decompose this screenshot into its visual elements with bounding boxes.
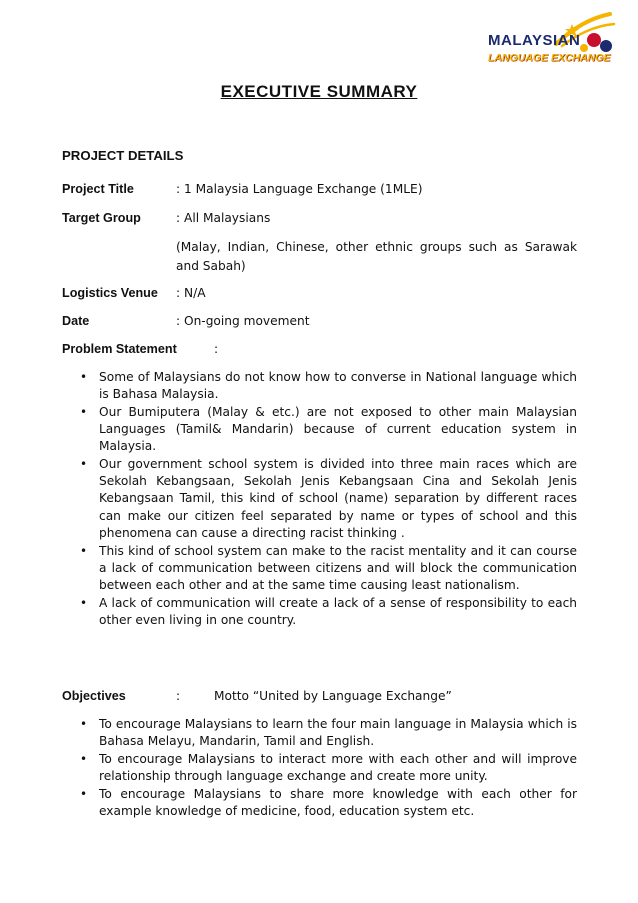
list-item: • Our Bumiputera (Malay & etc.) are not exposed to other main Malaysian Languages (Tamil& Mandarin) because of current education system in Malaysia. (80, 404, 577, 456)
section-heading-project-details: PROJECT DETAILS (62, 148, 184, 163)
field-label-date: Date (62, 314, 90, 328)
field-note-target-group: (Malay, Indian, Chinese, other ethnic groups such as Sarawak and Sabah) (176, 240, 577, 273)
field-value-target-group: : All Malaysians (176, 211, 271, 225)
list-item: • Some of Malaysians do not know how to converse in National language which is Bahasa Malaysia. (80, 369, 577, 403)
field-label-logistics-venue: Logistics Venue (62, 286, 158, 300)
list-item: • To encourage Malaysians to learn the four main language in Malaysia which is Bahasa Melayu, Mandarin, Tamil and English. (80, 716, 577, 750)
field-value-logistics-venue: : N/A (176, 286, 206, 300)
objectives-label: Objectives (62, 689, 126, 703)
problem-statement-label: Problem Statement (62, 342, 177, 356)
malaysian-language-exchange-logo (478, 8, 626, 78)
list-item: • To encourage Malaysians to share more knowledge with each other for example knowledge of medicine, food, education system etc. (80, 786, 577, 820)
logo-text-bottom: LANGUAGE EXCHANGE (488, 52, 611, 64)
problem-statement-colon: : (214, 342, 219, 356)
objectives-colon: : (176, 689, 181, 703)
list-item: • A lack of communication will create a lack of a sense of responsibility to each other even living in one country. (80, 595, 577, 629)
field-value-date: : On-going movement (176, 314, 310, 328)
list-item: • This kind of school system can make to the racist mentality and it can course a lack of communication between citizens and will block the communication between each other and at the same time causing least nationalism. (80, 543, 577, 595)
list-item: • To encourage Malaysians to interact more with each other and will improve relationship through language exchange and create more unity. (80, 751, 577, 785)
problem-statement-list (80, 369, 577, 630)
logo-text-top: MALAYSIAN (488, 32, 581, 49)
field-value-project-title: : 1 Malaysia Language Exchange (1MLE) (176, 182, 423, 196)
list-item: • Our government school system is divided into three main races which are Sekolah Kebangsaan, Sekolah Jenis Kebangsaan Cina and Sekolah Jenis Kebangsaan Tamil, this kind of school (name) separation by different races can make our citizen feel separated by name or types of school and this phenomena can cause a directing racist thinking . (80, 456, 577, 542)
objectives-list (80, 716, 577, 821)
objectives-motto: Motto “United by Language Exchange” (214, 689, 452, 703)
field-label-project-title: Project Title (62, 182, 134, 196)
page-title: EXECUTIVE SUMMARY (220, 82, 418, 101)
field-label-target-group: Target Group (62, 211, 141, 225)
